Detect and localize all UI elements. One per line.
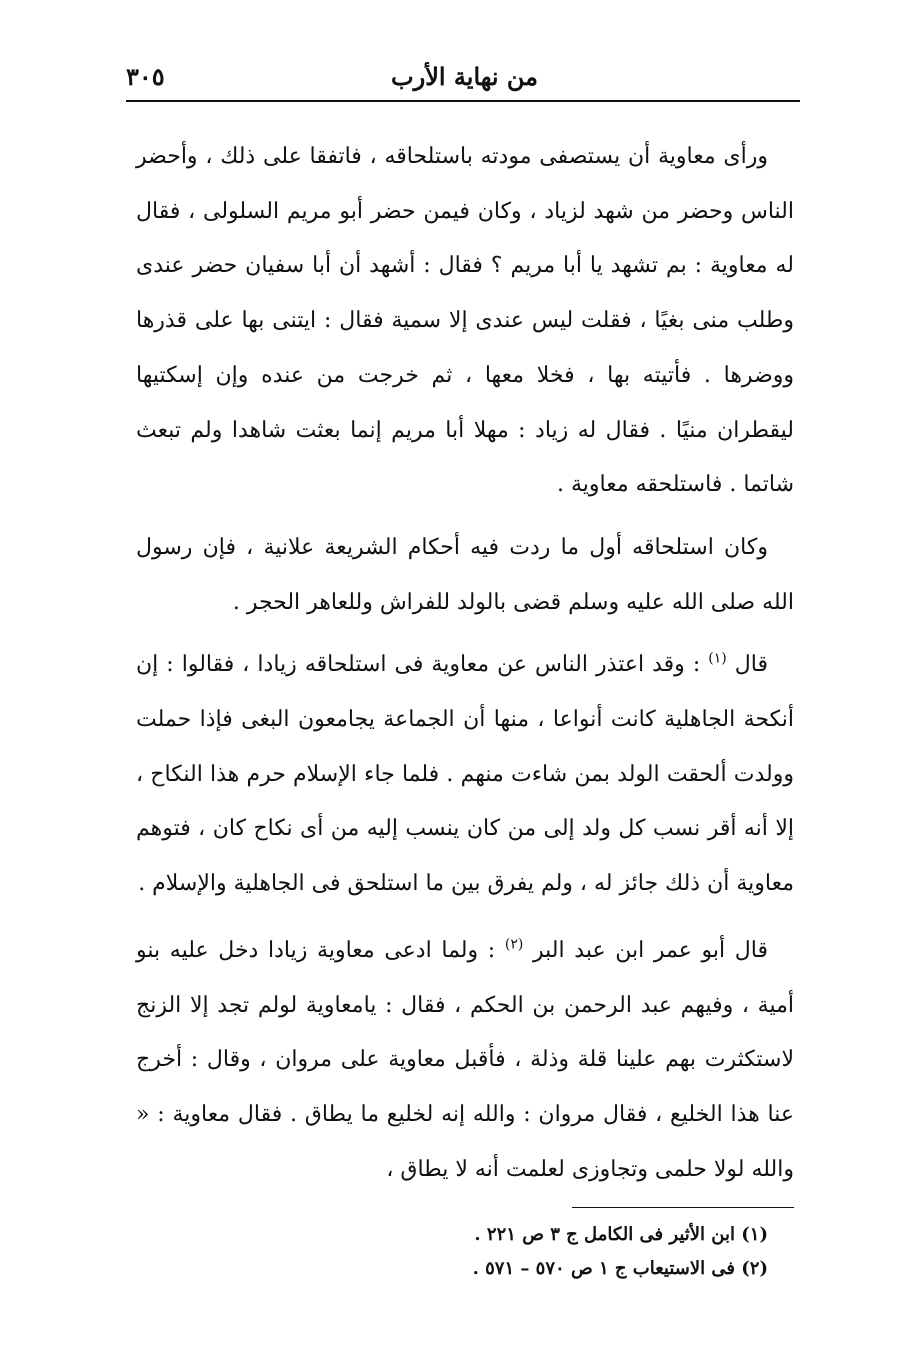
footnote-rule: [572, 1207, 794, 1208]
paragraph-1: ورأى معاوية أن يستصفى مودته باستلحاقه ، فاتفقا على ذلك ، وأحضر الناس وحضر من شهد لزياد ، وكان فيمن حضر أبو مريم السلولى ، فقال له معاوية : بم تشهد يا أبا مريم ؟ فقال : أشهد أن أبا سفيان حضر عندى وطلب منى بغيًا ، فقلت ليس عندى إلا سمية فقال : ايتنى بها على قذرها ووضرها . فأتيته بها ، فخلا معها ، ثم خرجت من عنده وإن إسكتيها ليقطران منيًا . فقال له زياد : مهلا أبا مريم إنما بعثت شاهدا ولم تبعث شاتما . فاستلحقه معاوية .: [136, 144, 794, 498]
paragraph-4-body: : ولما ادعى معاوية زيادا دخل عليه بنو أمية ، وفيهم عبد الرحمن بن الحكم ، فقال : يامعاوية لولم تجد إلا الزنج لاستكثرت بهم علينا قلة وذلة ، فأقبل معاوية على مروان ، وقال : أخرج عنا هذا الخليع ، فقال مروان : والله إنه لخليع ما يطاق . فقال معاوية : « والله لولا حلمى وتجاوزى لعلمت أنه لا يطاق ،: [136, 937, 794, 1182]
paragraph-4-lead: قال أبو عمر ابن عبد البر: [533, 937, 768, 963]
header-rule: [126, 100, 800, 102]
body-text: [136, 130, 794, 1197]
footnote-ref-2: (٢): [504, 936, 524, 953]
paragraph-3-body: : وقد اعتذر الناس عن معاوية فى استلحاقه زيادا ، فقالوا : إن أنكحة الجاهلية كانت أنواعا ، منها أن الجماعة يجامعون البغى فإذا حملت وولدت ألحقت الولد بمن شاءت منهم . فلما جاء الإسلام حرم هذا النكاح ، إلا أنه أقر نسب كل ولد إلى من كان ينسب إليه من أى نكاح كان ، فتوهم معاوية أن ذلك جائز له ، ولم يفرق بين ما استلحق فى الجاهلية والإسلام .: [136, 652, 794, 897]
paragraph-3: [136, 638, 794, 912]
footnotes: [300, 1218, 768, 1286]
page-number: ٣٠٥: [126, 62, 165, 91]
footnote-2: (٢) فى الاستيعاب ج ١ ص ٥٧٠ – ٥٧١ .: [472, 1258, 768, 1279]
footnote-1: (١) ابن الأثير فى الكامل ج ٣ ص ٢٢١ .: [474, 1224, 768, 1245]
running-head: من نهاية الأرب: [391, 62, 538, 91]
paragraph-2: وكان استلحاقه أول ما ردت فيه أحكام الشريعة علانية ، فإن رسول الله صلى الله عليه وسلم قضى بالولد للفراش وللعاهر الحجر .: [136, 534, 794, 615]
footnote-ref-1: (١): [708, 651, 727, 667]
page-header: [126, 60, 798, 100]
paragraph-4: [136, 924, 794, 1198]
paragraph-3-lead: قال: [734, 652, 768, 678]
